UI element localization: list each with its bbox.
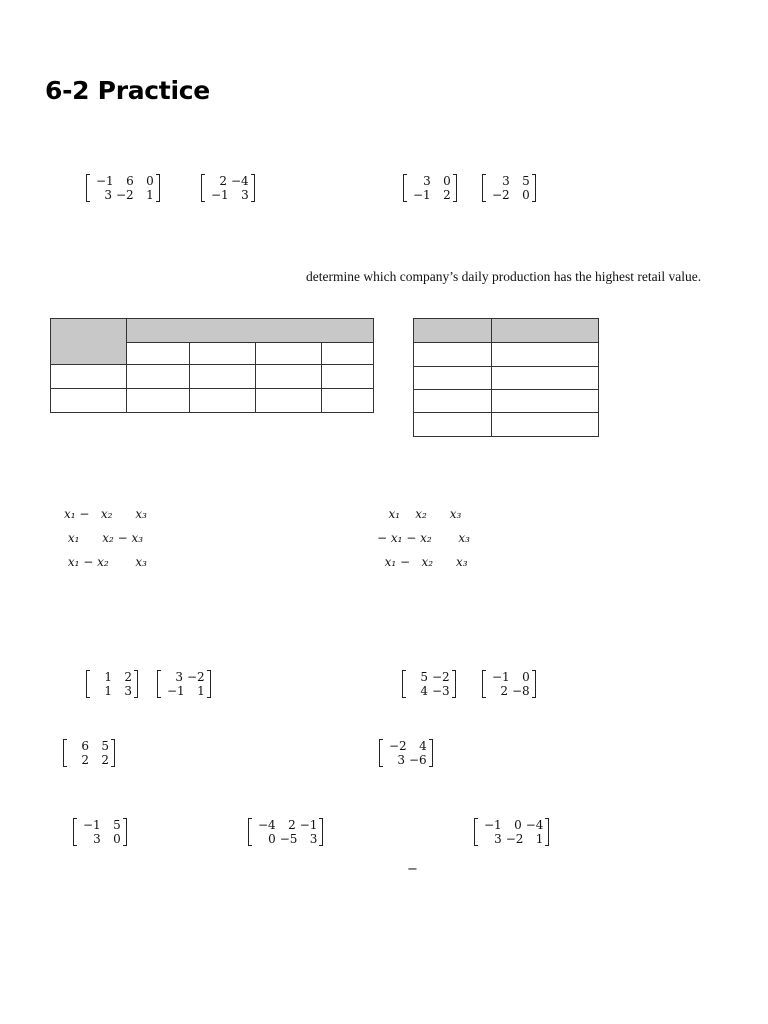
- matrix-entry: 5: [420, 670, 428, 684]
- matrix-entry: 6: [126, 174, 134, 188]
- table-header-cell: [127, 319, 374, 343]
- table-cell: [51, 365, 127, 389]
- left-bracket: [402, 670, 406, 698]
- matrix-4: [482, 174, 536, 206]
- retail-price-table: [413, 318, 599, 437]
- matrix-row: [254, 818, 317, 832]
- right-bracket: [319, 818, 323, 846]
- right-bracket: [453, 174, 457, 202]
- right-bracket: [545, 818, 549, 846]
- table-cell: [414, 390, 492, 413]
- matrix-entry: 0: [522, 188, 530, 202]
- matrix-row: [480, 832, 543, 846]
- table-cell: [492, 367, 599, 390]
- left-bracket: [474, 818, 478, 846]
- table-cell: [492, 413, 599, 437]
- matrix-entry: −2: [432, 670, 450, 684]
- matrix-entry: −1: [299, 818, 318, 832]
- table-cell: [322, 365, 374, 389]
- matrix-row: [254, 832, 317, 846]
- matrix-entry: 0: [514, 818, 522, 832]
- matrix-entry: −2: [505, 832, 524, 846]
- table-cell: [322, 343, 374, 365]
- matrix-1: [86, 174, 160, 206]
- matrix-entry: 2: [500, 684, 508, 698]
- matrix-entry: 5: [101, 739, 109, 753]
- matrix-entry: −2: [187, 670, 205, 684]
- matrix-entry: 4: [419, 739, 427, 753]
- left-bracket: [63, 739, 67, 767]
- right-bracket: [207, 670, 211, 698]
- right-bracket: [429, 739, 433, 767]
- table-row: [414, 413, 599, 437]
- matrix-row: [488, 670, 530, 684]
- matrix-9: [63, 739, 115, 771]
- matrix-6: [157, 670, 211, 702]
- matrix-entry: 3: [502, 174, 510, 188]
- table-cell: [190, 389, 256, 413]
- equation-line: x₁ − x₂ x₃: [377, 555, 468, 569]
- matrix-row: [207, 188, 249, 202]
- matrix-entry: 0: [146, 174, 154, 188]
- matrix-entry: −8: [512, 684, 530, 698]
- matrix-entry: −1: [96, 174, 114, 188]
- table-cell: [190, 343, 256, 365]
- left-bracket: [403, 174, 407, 202]
- matrix-entry: 0: [522, 670, 530, 684]
- matrix-entry: 1: [104, 684, 112, 698]
- matrix-3: [403, 174, 457, 206]
- equation-line: x₁ − x₂ x₃: [64, 555, 147, 569]
- matrix-entry: 1: [197, 684, 205, 698]
- equation-line: x₁ − x₂ x₃: [64, 507, 147, 521]
- matrix-8: [482, 670, 536, 702]
- matrix-entry: 3: [93, 832, 101, 846]
- left-bracket: [482, 174, 486, 202]
- table-header-cell: [492, 319, 599, 343]
- table-cell: [127, 343, 190, 365]
- matrix-entry: −4: [258, 818, 276, 832]
- instruction-text: determine which company’s daily production has the highest retail value.: [306, 269, 702, 284]
- matrix-row: [163, 670, 205, 684]
- matrix-row: [207, 174, 249, 188]
- equation-system-left: [64, 502, 147, 574]
- left-bracket: [482, 670, 486, 698]
- matrix-entry: −4: [525, 818, 544, 832]
- matrix-entry: 0: [113, 832, 121, 846]
- matrix-entry: 3: [397, 753, 405, 767]
- matrix-entry: 1: [535, 832, 544, 846]
- matrix-entry: −2: [492, 188, 510, 202]
- left-bracket: [201, 174, 205, 202]
- matrix-row: [163, 684, 205, 698]
- left-bracket: [86, 174, 90, 202]
- matrix-row: [408, 684, 450, 698]
- matrix-2: [201, 174, 255, 206]
- production-table: [50, 318, 374, 413]
- matrix-entry: −1: [167, 684, 185, 698]
- matrix-entry: 3: [124, 684, 132, 698]
- right-bracket: [452, 670, 456, 698]
- matrix-entry: −1: [413, 188, 431, 202]
- equation-line: x₁ x₂ − x₃: [64, 531, 144, 545]
- matrix-entry: 3: [241, 188, 249, 202]
- matrix-row: [69, 753, 109, 767]
- matrix-entry: −4: [231, 174, 249, 188]
- left-bracket: [73, 818, 77, 846]
- table-cell: [492, 343, 599, 367]
- right-bracket: [156, 174, 160, 202]
- equation-system-right: [377, 502, 470, 574]
- right-bracket: [111, 739, 115, 767]
- matrix-entry: 4: [420, 684, 428, 698]
- matrix-12: [248, 818, 323, 850]
- matrix-entry: 3: [494, 832, 502, 846]
- matrix-row: [69, 739, 109, 753]
- matrix-11: [73, 818, 127, 850]
- matrix-entry: −5: [279, 832, 298, 846]
- table-cell: [492, 390, 599, 413]
- matrix-row: [409, 188, 451, 202]
- matrix-entry: 5: [113, 818, 121, 832]
- table-row: [51, 365, 374, 389]
- matrix-entry: 2: [81, 753, 89, 767]
- matrix-row: [92, 684, 132, 698]
- matrix-row: [92, 670, 132, 684]
- matrix-row: [92, 188, 154, 202]
- matrix-row: [480, 818, 543, 832]
- matrix-entry: −6: [409, 753, 427, 767]
- table-header-cell: [51, 319, 127, 365]
- matrix-entry: 2: [288, 818, 296, 832]
- matrix-entry: −1: [211, 188, 229, 202]
- right-bracket: [134, 670, 138, 698]
- table-cell: [256, 343, 322, 365]
- matrix-entry: 0: [268, 832, 276, 846]
- left-bracket: [379, 739, 383, 767]
- matrix-entry: 1: [104, 670, 112, 684]
- right-bracket: [532, 174, 536, 202]
- matrix-entry: 6: [81, 739, 89, 753]
- matrix-entry: −3: [432, 684, 450, 698]
- matrix-entry: 3: [309, 832, 318, 846]
- equation-line: x₁ x₂ x₃: [377, 507, 462, 521]
- matrix-row: [408, 670, 450, 684]
- matrix-10: [379, 739, 433, 771]
- table-row: [414, 367, 599, 390]
- matrix-entry: −1: [492, 670, 510, 684]
- matrix-entry: 2: [219, 174, 227, 188]
- matrix-entry: 2: [124, 670, 132, 684]
- table-cell: [322, 389, 374, 413]
- matrix-13: [474, 818, 549, 850]
- right-bracket: [532, 670, 536, 698]
- matrix-row: [409, 174, 451, 188]
- matrix-entry: 2: [101, 753, 109, 767]
- left-bracket: [86, 670, 90, 698]
- left-bracket: [157, 670, 161, 698]
- page-title: 6-2 Practice: [45, 76, 210, 105]
- matrix-row: [488, 174, 530, 188]
- matrix-entry: −2: [116, 188, 134, 202]
- matrix-entry: −2: [389, 739, 407, 753]
- table-cell: [414, 367, 492, 390]
- matrix-row: [79, 832, 121, 846]
- table-cell: [127, 365, 190, 389]
- matrix-entry: 3: [423, 174, 431, 188]
- table-cell: [256, 365, 322, 389]
- left-bracket: [248, 818, 252, 846]
- right-bracket: [123, 818, 127, 846]
- table-header-cell: [414, 319, 492, 343]
- matrix-7: [402, 670, 456, 702]
- matrix-entry: 0: [443, 174, 451, 188]
- matrix-row: [92, 174, 154, 188]
- matrix-entry: 3: [175, 670, 183, 684]
- equation-line: − x₁ − x₂ x₃: [377, 531, 470, 545]
- matrix-entry: 5: [522, 174, 530, 188]
- matrix-entry: 2: [443, 188, 451, 202]
- table-cell: [51, 389, 127, 413]
- table-row: [51, 389, 374, 413]
- matrix-entry: 1: [146, 188, 154, 202]
- table-cell: [414, 413, 492, 437]
- matrix-entry: 3: [104, 188, 112, 202]
- matrix-row: [488, 684, 530, 698]
- table-cell: [256, 389, 322, 413]
- table-row: [414, 343, 599, 367]
- table-row: [414, 390, 599, 413]
- right-bracket: [251, 174, 255, 202]
- matrix-row: [385, 753, 427, 767]
- matrix-row: [488, 188, 530, 202]
- matrix-entry: −1: [83, 818, 101, 832]
- matrix-entry: −1: [484, 818, 502, 832]
- table-cell: [127, 389, 190, 413]
- matrix-row: [385, 739, 427, 753]
- matrix-5: [86, 670, 138, 702]
- table-cell: [414, 343, 492, 367]
- matrix-row: [79, 818, 121, 832]
- minus-sign: −: [407, 862, 418, 877]
- table-cell: [190, 365, 256, 389]
